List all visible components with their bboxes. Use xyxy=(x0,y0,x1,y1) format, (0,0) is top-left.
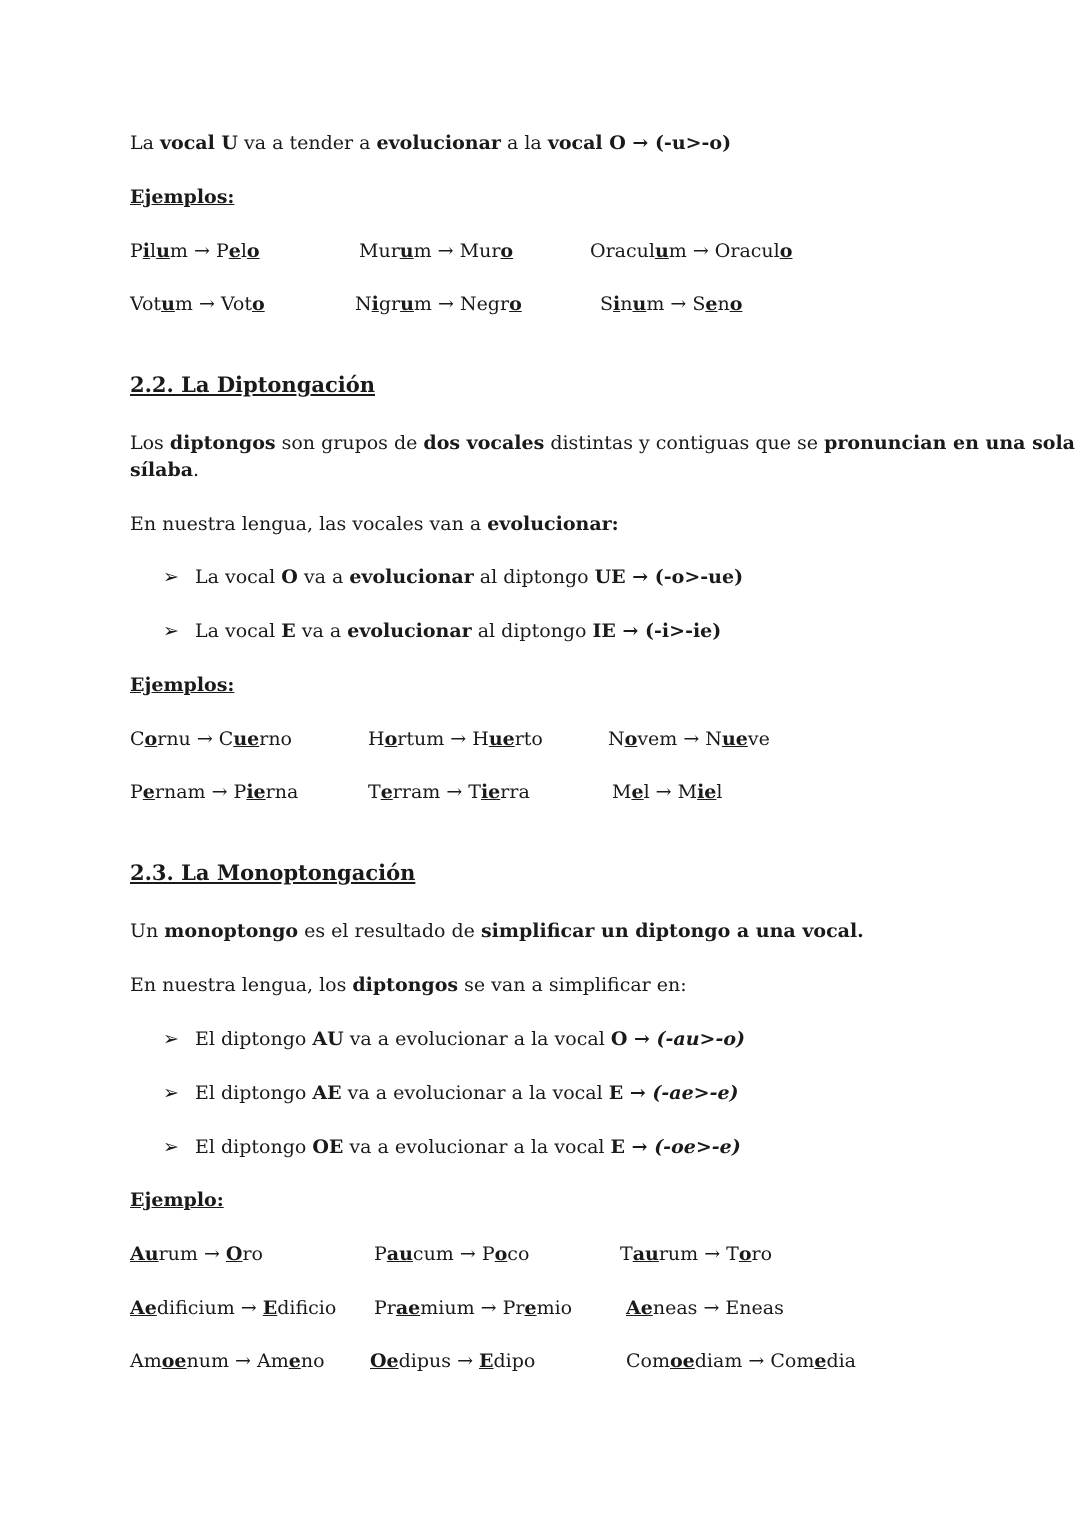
bullet-item: ➢ La vocal E va a evolucionar al diptongo IE → (-i>-ie) xyxy=(163,620,722,642)
example-item: Pilum → Pelo xyxy=(130,240,260,262)
arrow-bullet-icon: ➢ xyxy=(163,566,179,588)
example-item: Votum → Voto xyxy=(130,293,265,315)
example-item: Comoediam → Comedia xyxy=(626,1350,857,1372)
example-item: Terram → Tierra xyxy=(368,781,530,803)
example-item: Nigrum → Negro xyxy=(355,293,522,315)
example-item: Sinum → Seno xyxy=(600,293,743,315)
intro-paragraph: La vocal U va a tender a evolucionar a la vocal O → (-u>-o) xyxy=(130,132,732,154)
paragraph-continuation: sílaba. xyxy=(130,459,200,481)
bullet-item: ➢ El diptongo OE va a evolucionar a la vocal E → (-oe>-e) xyxy=(163,1136,741,1158)
example-item: Aeneas → Eneas xyxy=(626,1297,784,1319)
example-item: Oedipus → Edipo xyxy=(370,1350,536,1372)
example-item: Mel → Miel xyxy=(612,781,723,803)
section-title-diptongacion: 2.2. La Diptongación xyxy=(130,372,376,397)
example-item: Aedificium → Edificio xyxy=(130,1297,337,1319)
arrow-bullet-icon: ➢ xyxy=(163,1082,179,1104)
example-item: Taurum → Toro xyxy=(620,1243,773,1265)
example-item: Hortum → Huerto xyxy=(368,728,543,750)
example-item: Pernam → Pierna xyxy=(130,781,299,803)
example-item: Oraculum → Oraculo xyxy=(590,240,793,262)
example-item: Praemium → Premio xyxy=(374,1297,573,1319)
paragraph: En nuestra lengua, los diptongos se van a simplificar en: xyxy=(130,974,687,996)
arrow-bullet-icon: ➢ xyxy=(163,620,179,642)
examples-label: Ejemplos: xyxy=(130,186,235,208)
paragraph: Un monoptongo es el resultado de simplificar un diptongo a una vocal. xyxy=(130,920,864,942)
example-item: Cornu → Cuerno xyxy=(130,728,292,750)
example-item: Aurum → Oro xyxy=(130,1243,263,1265)
bullet-item: ➢ El diptongo AU va a evolucionar a la vocal O → (-au>-o) xyxy=(163,1028,745,1050)
example-item: Murum → Muro xyxy=(359,240,514,262)
example-item: Paucum → Poco xyxy=(374,1243,530,1265)
bullet-item: ➢ La vocal O va a evolucionar al diptongo UE → (-o>-ue) xyxy=(163,566,744,588)
bullet-item: ➢ El diptongo AE va a evolucionar a la vocal E → (-ae>-e) xyxy=(163,1082,739,1104)
section-title-monoptongacion: 2.3. La Monoptongación xyxy=(130,860,416,885)
paragraph: Los diptongos son grupos de dos vocales distintas y contiguas que se pronuncian en una sola xyxy=(130,432,1075,454)
paragraph: En nuestra lengua, las vocales van a evolucionar: xyxy=(130,513,619,535)
example-item: Novem → Nueve xyxy=(608,728,770,750)
examples-label: Ejemplos: xyxy=(130,674,235,696)
example-item: Amoenum → Ameno xyxy=(130,1350,325,1372)
example-label: Ejemplo: xyxy=(130,1189,224,1211)
arrow-bullet-icon: ➢ xyxy=(163,1028,179,1050)
arrow-bullet-icon: ➢ xyxy=(163,1136,179,1158)
